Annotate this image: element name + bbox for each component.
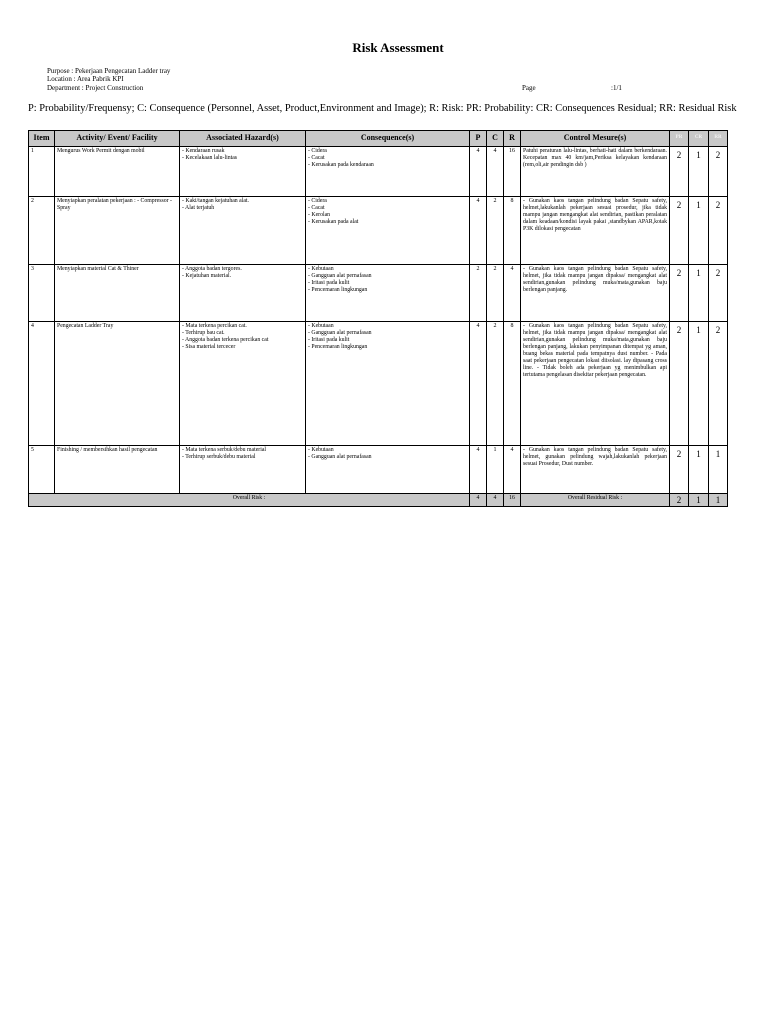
row-c: 2 xyxy=(487,197,504,265)
total-r: 16 xyxy=(504,494,521,507)
row-hazards xyxy=(180,197,306,265)
row-cr: 1 xyxy=(689,147,709,197)
row-consequences xyxy=(306,446,470,494)
row-control: - Gunakan kaos tangan pelindung badan Sepatu safety, helmet, gunakan pelindung wajah,lakukanlah pekerjaan sesuai Prosedur, Dust number. xyxy=(521,446,670,494)
row-p: 4 xyxy=(470,322,487,446)
row-activity: Mengurus Work Permit dengan mobil xyxy=(55,147,180,197)
row-c: 4 xyxy=(487,147,504,197)
row-consequences xyxy=(306,265,470,322)
overall-risk-label: Overall Risk : xyxy=(29,494,470,507)
row-cr: 1 xyxy=(689,322,709,446)
row-item: 1 xyxy=(29,147,55,197)
row-rr: 2 xyxy=(709,197,728,265)
document-title: Risk Assessment xyxy=(352,40,444,55)
consequence-line: - Kebutaan xyxy=(308,323,334,329)
risk-assessment-table xyxy=(28,130,728,507)
consequence-line: - Kerusakan pada kendaraan xyxy=(308,162,374,168)
table-header-row xyxy=(29,131,728,147)
row-p: 4 xyxy=(470,147,487,197)
row-rr: 2 xyxy=(709,265,728,322)
table-row xyxy=(29,197,728,265)
consequence-line: - Pencemaran lingkungan xyxy=(308,344,368,350)
consequence-line: - Kerolan xyxy=(308,212,331,218)
row-cr: 1 xyxy=(689,446,709,494)
total-p: 4 xyxy=(470,494,487,507)
row-consequences xyxy=(306,197,470,265)
row-activity: Pengecatan Ladder Tray xyxy=(55,322,180,446)
row-r: 8 xyxy=(504,322,521,446)
consequence-line: - Cidera xyxy=(308,148,327,154)
header-control: Control Mesure(s) xyxy=(521,131,670,147)
hazard-line: - Kendaraan rusak xyxy=(182,148,225,154)
table-row xyxy=(29,322,728,446)
row-r: 4 xyxy=(504,446,521,494)
consequence-line: - Gangguan alat pernafasan xyxy=(308,454,372,460)
consequence-line: - Gangguan alat pernafasan xyxy=(308,273,372,279)
header-hazard: Associated Hazard(s) xyxy=(180,131,306,147)
header-pr: PR xyxy=(670,131,689,147)
row-p: 2 xyxy=(470,265,487,322)
department-line: Department : Project Construction xyxy=(47,84,144,92)
consequence-line: - Iritasi pada kulit xyxy=(308,280,350,286)
row-control: Patuhi peraturan lalu-lintas, berhati-hati dalam berkendaraan. Kecepatan max 40 km/jam,Periksa kelayakan kendaraan (rem,oli,air pendingin dsb ) xyxy=(521,147,670,197)
row-item: 5 xyxy=(29,446,55,494)
row-r: 8 xyxy=(504,197,521,265)
row-r: 16 xyxy=(504,147,521,197)
row-item: 2 xyxy=(29,197,55,265)
table-row xyxy=(29,265,728,322)
row-activity: Menyiapkan material Cat & Thiner xyxy=(55,265,180,322)
row-control: - Gunakan kaos tangan pelindung badan Sepatu safety, helmet,lakukanlah pekerjaan sesuai prosedur, jika tidak mampu jangan mengangkat alat sendirian, pastikan peralatan dalam keadaan/kondisi layak pakai ,standbykan APAR,kotak P3K dilokasi pengecatan xyxy=(521,197,670,265)
row-r: 4 xyxy=(504,265,521,322)
consequence-line: - Cacat xyxy=(308,205,325,211)
row-rr: 2 xyxy=(709,147,728,197)
row-p: 4 xyxy=(470,197,487,265)
row-control: - Gunakan kaos tangan pelindung badan Sepatu safety, helmet, jika tidak mampu jangan dipaksa/ mengangkat alat sendirian,gunakan pelindung muka/mata,gunakan baju berlengan panjang. xyxy=(521,265,670,322)
row-c: 1 xyxy=(487,446,504,494)
row-pr: 2 xyxy=(670,322,689,446)
row-p: 4 xyxy=(470,446,487,494)
row-c: 2 xyxy=(487,322,504,446)
consequence-line: - Pencemaran lingkungan xyxy=(308,287,368,293)
total-cr: 1 xyxy=(689,494,709,507)
row-c: 2 xyxy=(487,265,504,322)
consequence-line: - Kebutaan xyxy=(308,266,334,272)
row-activity: Finishing / membersihkan hasil pengecatan xyxy=(55,446,180,494)
row-hazards xyxy=(180,322,306,446)
table-row xyxy=(29,147,728,197)
header-rr: RR xyxy=(709,131,728,147)
hazard-line: - Anggota badan terkena percikan cat xyxy=(182,337,269,343)
location-line: Location : Area Pabrik KPI xyxy=(47,75,124,83)
purpose-line: Purpose : Pekerjaan Pengecatan Ladder tray xyxy=(47,67,171,75)
row-hazards xyxy=(180,265,306,322)
row-pr: 2 xyxy=(670,446,689,494)
row-consequences xyxy=(306,147,470,197)
hazard-line: - Kecelakaan lalu-lintas xyxy=(182,155,238,161)
row-consequences xyxy=(306,322,470,446)
page-number: :1/1 xyxy=(611,84,622,92)
row-item: 4 xyxy=(29,322,55,446)
row-rr: 1 xyxy=(709,446,728,494)
row-cr: 1 xyxy=(689,265,709,322)
row-pr: 2 xyxy=(670,147,689,197)
row-hazards xyxy=(180,147,306,197)
header-consequence: Consequence(s) xyxy=(306,131,470,147)
hazard-line: - Terhirup serbuk/debu material xyxy=(182,454,256,460)
header-cr: CR xyxy=(689,131,709,147)
hazard-line: - Alat terjatuh xyxy=(182,205,215,211)
row-hazards xyxy=(180,446,306,494)
totals-row xyxy=(29,494,728,507)
consequence-line: - Cidera xyxy=(308,198,327,204)
overall-residual-risk-label: Overall Residual Risk : xyxy=(521,494,670,507)
total-pr: 2 xyxy=(670,494,689,507)
total-rr: 1 xyxy=(709,494,728,507)
row-pr: 2 xyxy=(670,265,689,322)
consequence-line: - Kebutaan xyxy=(308,447,334,453)
header-c: C xyxy=(487,131,504,147)
row-cr: 1 xyxy=(689,197,709,265)
row-pr: 2 xyxy=(670,197,689,265)
consequence-line: - Gangguan alat pernafasan xyxy=(308,330,372,336)
consequence-line: - Iritasi pada kulit xyxy=(308,337,350,343)
header-r: R xyxy=(504,131,521,147)
row-control: - Gunakan kaos tangan pelindung badan Sepatu safety, helmet, jika tidak mampu jangan dipaksa/ mengangkat alat sendirian,gunakan pelindung muka/mata,gunakan baju berlengan panjang, lakukan penyimpanan ditempat yg aman, buang bekas material pada tempatnya dust number. - Pada saat pekerjaan pengecatan lokasi diisolasi. lay dipasang cross line. - Tidak boleh ada pekerjaan yg menimbulkan api tertutama pengelasan disekitar pekerjaan pengecatan. xyxy=(521,322,670,446)
row-item: 3 xyxy=(29,265,55,322)
abbreviation-legend: P: Probability/Frequensy; C: Consequence (Personnel, Asset, Product,Environment and Image); R: Risk: PR: Probability: CR: Consequences Residual; RR: Residual Risk xyxy=(28,103,737,114)
header-item: Item xyxy=(29,131,55,147)
row-rr: 2 xyxy=(709,322,728,446)
hazard-line: - Kejatuhan material. xyxy=(182,273,232,279)
total-c: 4 xyxy=(487,494,504,507)
page-label: Page xyxy=(522,84,536,92)
hazard-line: - Terhirup bau cat. xyxy=(182,330,225,336)
hazard-line: - Mata terkena serbuk/debu material xyxy=(182,447,267,453)
hazard-line: - Sisa material tercecer xyxy=(182,344,236,350)
row-activity: Menyiapkan peralatan pekerjaan : - Compressor - Spray xyxy=(55,197,180,265)
header-activity: Activity/ Event/ Facility xyxy=(55,131,180,147)
table-row xyxy=(29,446,728,494)
header-p: P xyxy=(470,131,487,147)
hazard-line: - Mata terkena percikan cat. xyxy=(182,323,247,329)
consequence-line: - Kerusakan pada alat xyxy=(308,219,359,225)
hazard-line: - Anggota badan tergores. xyxy=(182,266,242,272)
consequence-line: - Cacat xyxy=(308,155,325,161)
hazard-line: - Kaki/tangan kejatuhan alat. xyxy=(182,198,249,204)
